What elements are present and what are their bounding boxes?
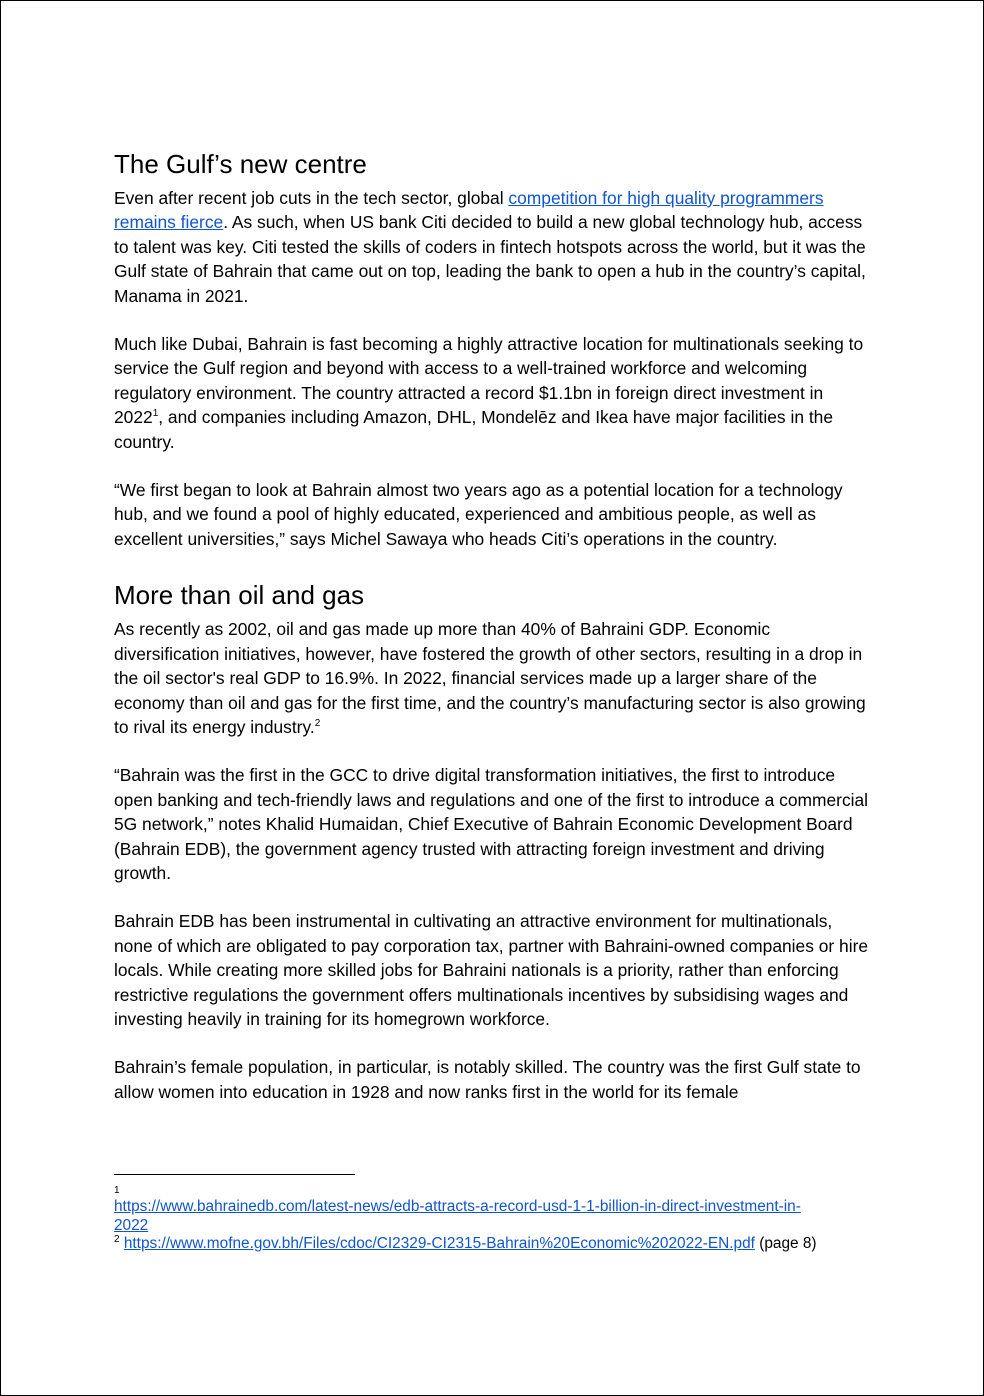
paragraph-dubai-comparison: Much like Dubai, Bahrain is fast becoming a highly attractive location for multinationals seeking to service the Gulf region and beyond with access to a well-trained workforce and welcoming regulatory environment. The country attracted a record $1.1bn in foreign direct investment in 2022$^1$, and companies including Amazon, DHL, Mondelēz and Ikea have major facilities in the country. xyxy=(114,334,864,452)
footnotes xyxy=(114,1184,874,1254)
section-heading-gulf-new-centre: The Gulf’s new centre xyxy=(114,149,367,179)
section-heading-oil-gas: More than oil and gas xyxy=(114,580,365,611)
footnote-2-link[interactable]: https://www.mofne.gov.bh/Files/cdoc/CI2329-CI2315-Bahrain%20Economic%202022-EN.pdf xyxy=(123,1235,755,1253)
footnote-ref-1[interactable]: 1 xyxy=(152,408,159,420)
footnote-1 xyxy=(114,1184,874,1235)
paragraph-female-population: Bahrain’s female population, in particular, is notably skilled. The country was the first Gulf state to allow women into education in 1928 and now ranks first in the world for its female xyxy=(114,1057,861,1102)
paragraph-sawaya-quote: “We first began to look at Bahrain almost two years ago as a potential location for a technology hub, and we found a pool of highly educated, experienced and ambitious people, as well as excellent universities,” says Michel Sawaya who heads Citi’s operations in the country. xyxy=(114,480,843,549)
paragraph-text: . As such, when US bank Citi decided to build a new global technology hub, access to talent was key. Citi tested the skills of coders in fintech hotspots across the world, but it was the Gulf state of Bahrain that came out on top, leading the bank to open a hub in the country’s capital, Manama in 2021. xyxy=(114,212,866,306)
link-competition-programmers[interactable]: competition for high quality programmers remains fierce xyxy=(114,188,824,233)
footnote-1-link[interactable]: https://www.bahrainedb.com/latest-news/edb-attracts-a-record-usd-1-1-billion-in-direct-investment-in- 2022 xyxy=(114,1198,801,1234)
paragraph-humaidan-quote: “Bahrain was the first in the GCC to drive digital transformation initiatives, the first to introduce open banking and tech-friendly laws and regulations and one of the first to introduce a commercial 5G network,” notes Khalid Humaidan, Chief Executive of Bahrain Economic Development Board (Bahrain EDB), the government agency trusted with attracting foreign investment and driving growth. xyxy=(114,765,869,883)
footnote-2-suffix: (page 8) xyxy=(754,1235,817,1253)
paragraph-edb-environment: Bahrain EDB has been instrumental in cultivating an attractive environment for multinationals, none of which are obligated to pay corporation tax, partner with Bahraini-owned companies or hire locals. While creating more skilled jobs for Bahraini nationals is a priority, rather than enforcing restrictive regulations the government offers multinationals incentives by subsidising wages and investing heavily in training for its homegrown workforce. xyxy=(114,911,869,1029)
footnote-separator xyxy=(114,1174,355,1175)
paragraph-gdp-diversification: As recently as 2002, oil and gas made up more than 40% of Bahraini GDP. Economic diversification initiatives, however, have fostered the growth of other sectors, resulting in a drop in the oil sector's real GDP to 16.9%. In 2022, financial services made up a larger share of the economy than oil and gas for the first time, and the country’s manufacturing sector is also growing to rival its energy industry.$^2$ xyxy=(114,619,866,737)
paragraph-text: Even after recent job cuts in the tech sector, global xyxy=(114,188,509,208)
footnote-ref-2[interactable]: 2 xyxy=(314,718,321,730)
footnote-number: 2 xyxy=(114,1234,120,1246)
article-body xyxy=(114,144,874,1128)
footnote-number: 1 xyxy=(114,1185,120,1196)
footnote-2 xyxy=(114,1235,874,1254)
paragraph-citi-hub xyxy=(114,186,874,308)
